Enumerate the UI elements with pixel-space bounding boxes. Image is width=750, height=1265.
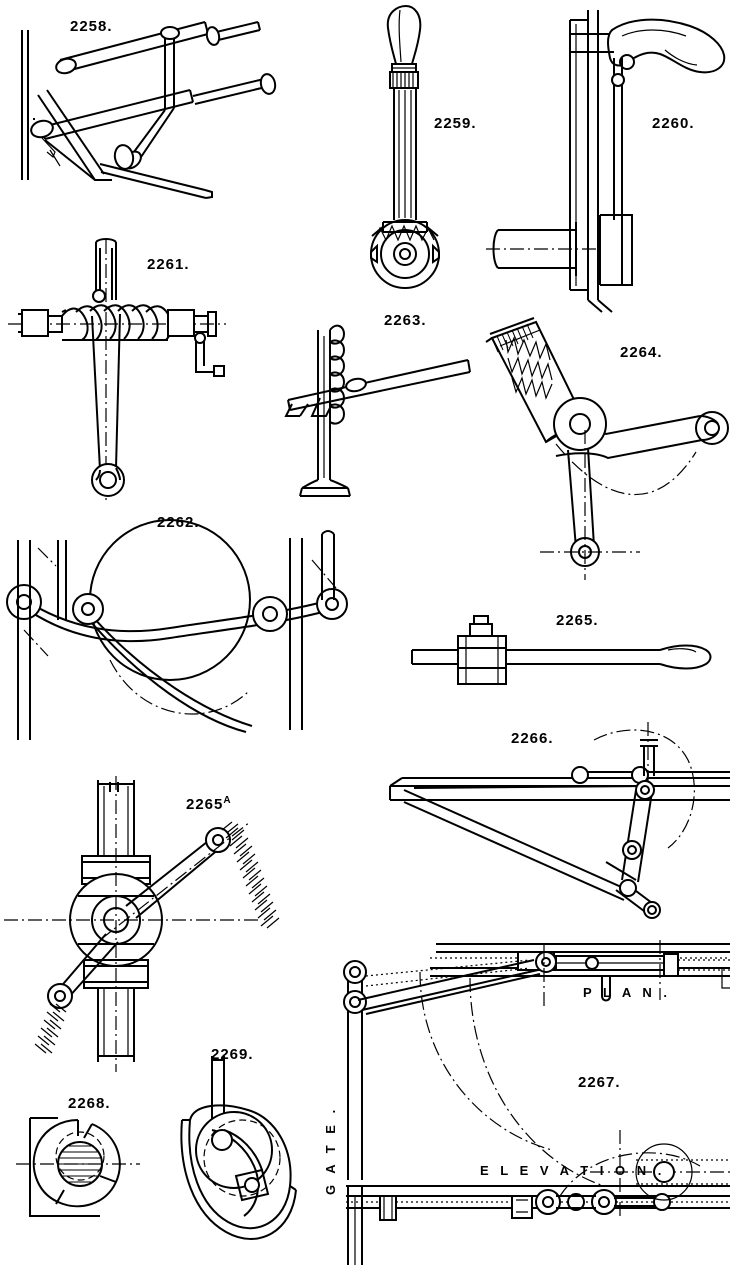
figure-2267-elevation-drawing	[346, 1130, 730, 1265]
figure-label-2267: 2267.	[578, 1074, 621, 1091]
figure-label-2258: 2258.	[70, 18, 113, 35]
figure-2258-drawing	[22, 22, 277, 198]
figure-2264-drawing	[486, 318, 728, 580]
figure-label-2265a-number: 2265	[186, 796, 224, 813]
figure-label-2265a-superscript: A	[223, 795, 232, 806]
figure-label-2269: 2269.	[211, 1046, 254, 1063]
caption-gate: G A T E .	[323, 1105, 338, 1195]
figure-2262-drawing	[7, 520, 347, 740]
figure-2261-drawing	[8, 239, 226, 500]
figure-2266-drawing	[390, 722, 730, 918]
figure-label-2262: 2262.	[157, 514, 200, 531]
caption-plan: P L A N .	[583, 985, 672, 1000]
caption-elevation: E L E V A T I O N .	[480, 1163, 666, 1178]
figure-2268-drawing	[16, 1118, 140, 1216]
figure-label-2259: 2259.	[434, 115, 477, 132]
figure-label-2268: 2268.	[68, 1095, 111, 1112]
figure-label-2264: 2264.	[620, 344, 663, 361]
figure-2259-drawing	[371, 6, 439, 288]
figure-2260-drawing	[486, 10, 724, 312]
figure-label-2263: 2263.	[384, 312, 427, 329]
figure-label-2265a	[186, 795, 232, 813]
figure-label-2260: 2260.	[652, 115, 695, 132]
figure-label-2261: 2261.	[147, 256, 190, 273]
figure-2263-drawing	[286, 326, 470, 496]
figure-2267-plan-drawing	[344, 940, 730, 1186]
figure-2265a-drawing	[4, 776, 279, 1072]
figure-label-2266: 2266.	[511, 730, 554, 747]
figure-label-2265: 2265.	[556, 612, 599, 629]
figure-2269-drawing	[181, 1056, 296, 1239]
